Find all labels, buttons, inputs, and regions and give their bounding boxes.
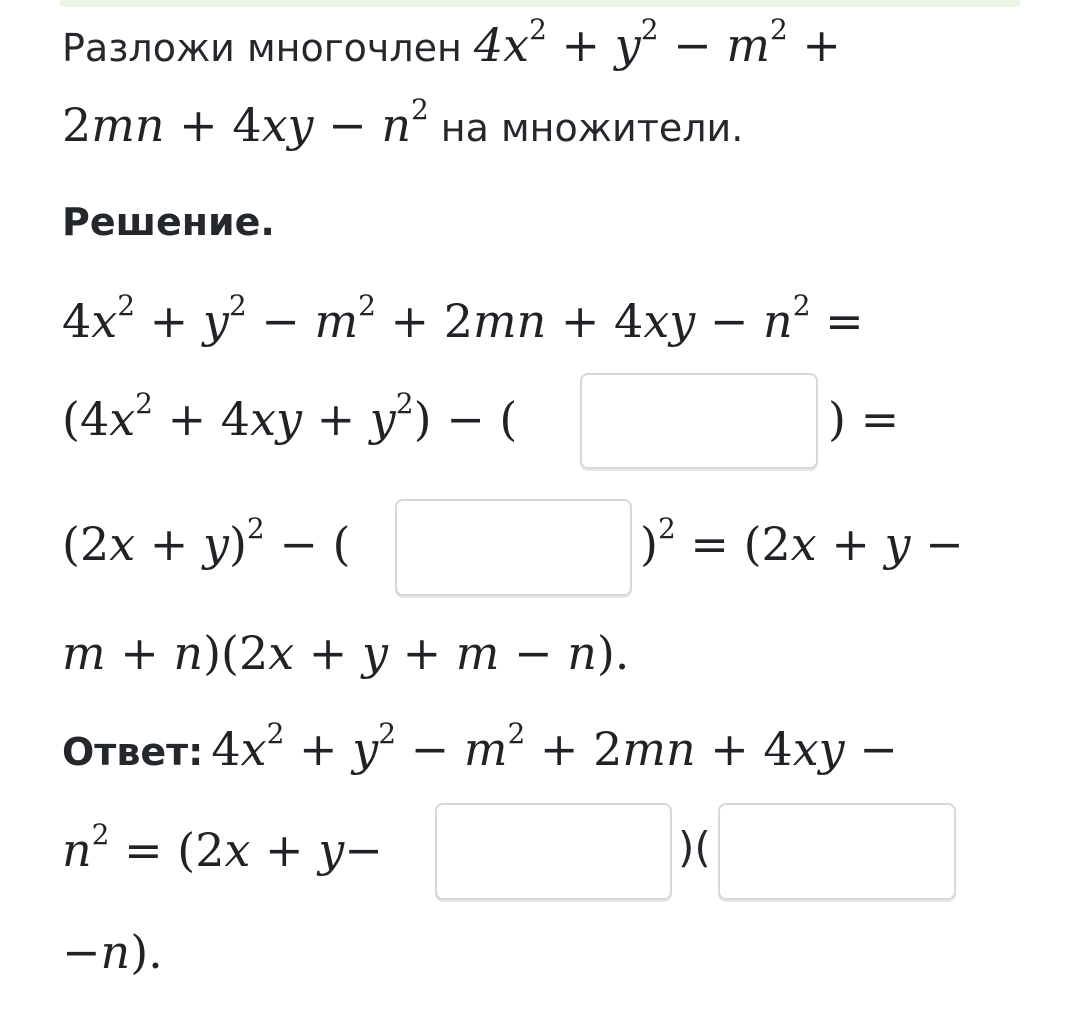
task-prompt-suffix: на множители. — [440, 106, 744, 150]
solution-step-4 — [62, 626, 629, 680]
step-3-expression-right: )$^2$ = (2x + y − — [640, 512, 964, 571]
blank-1-input[interactable] — [580, 373, 818, 469]
task-expression-part-2: $2mn + 4xy - n^2$ — [62, 93, 429, 152]
task-line-1 — [62, 13, 841, 72]
answer-line-1 — [62, 717, 898, 776]
answer-line-2-middle — [678, 823, 711, 872]
solution-heading-line — [62, 200, 275, 244]
task-prompt-prefix: Разложи многочлен — [62, 26, 462, 70]
solution-heading: Решение. — [62, 200, 275, 244]
blank-3-input[interactable] — [435, 803, 672, 900]
step-2-expression-right: ) = — [828, 392, 900, 446]
blank-4-input[interactable] — [718, 803, 956, 900]
answer-line-3 — [62, 925, 163, 979]
solution-step-1 — [62, 289, 864, 348]
solution-step-3-right — [640, 512, 964, 571]
step-1-expression: $4x^2 + y^2 - m^2 + 2mn + 4xy - n^2$ = — [62, 289, 864, 348]
task-line-2 — [62, 93, 744, 152]
step-2-expression-left: $(4x^2 + 4xy + y^2)$ − ( — [62, 387, 518, 446]
solution-step-2-right — [828, 392, 899, 446]
blank-2-input[interactable] — [395, 499, 632, 596]
answer-expression-line-2-left: $n^2 = (2x + y-$ — [62, 818, 383, 877]
step-3-expression-left: $(2x + y)^2$ − ( — [62, 512, 351, 571]
task-expression-part-1: $4x^2 + y^2 - m^2$ + — [473, 13, 841, 72]
answer-expression-line-1: $4x^2 + y^2 - m^2 + 2mn + 4xy$ − — [211, 717, 898, 776]
answer-line-2-left — [62, 818, 383, 877]
step-4-expression: m + n)(2x + y + m − n). — [62, 626, 630, 680]
answer-expression-line-3: −n). — [62, 925, 163, 979]
answer-label: Ответ: — [62, 730, 204, 774]
solution-step-2-left — [62, 387, 518, 446]
answer-paren-join: )( — [678, 823, 711, 872]
top-accent-bar — [60, 0, 1020, 7]
solution-step-3-left — [62, 512, 351, 571]
